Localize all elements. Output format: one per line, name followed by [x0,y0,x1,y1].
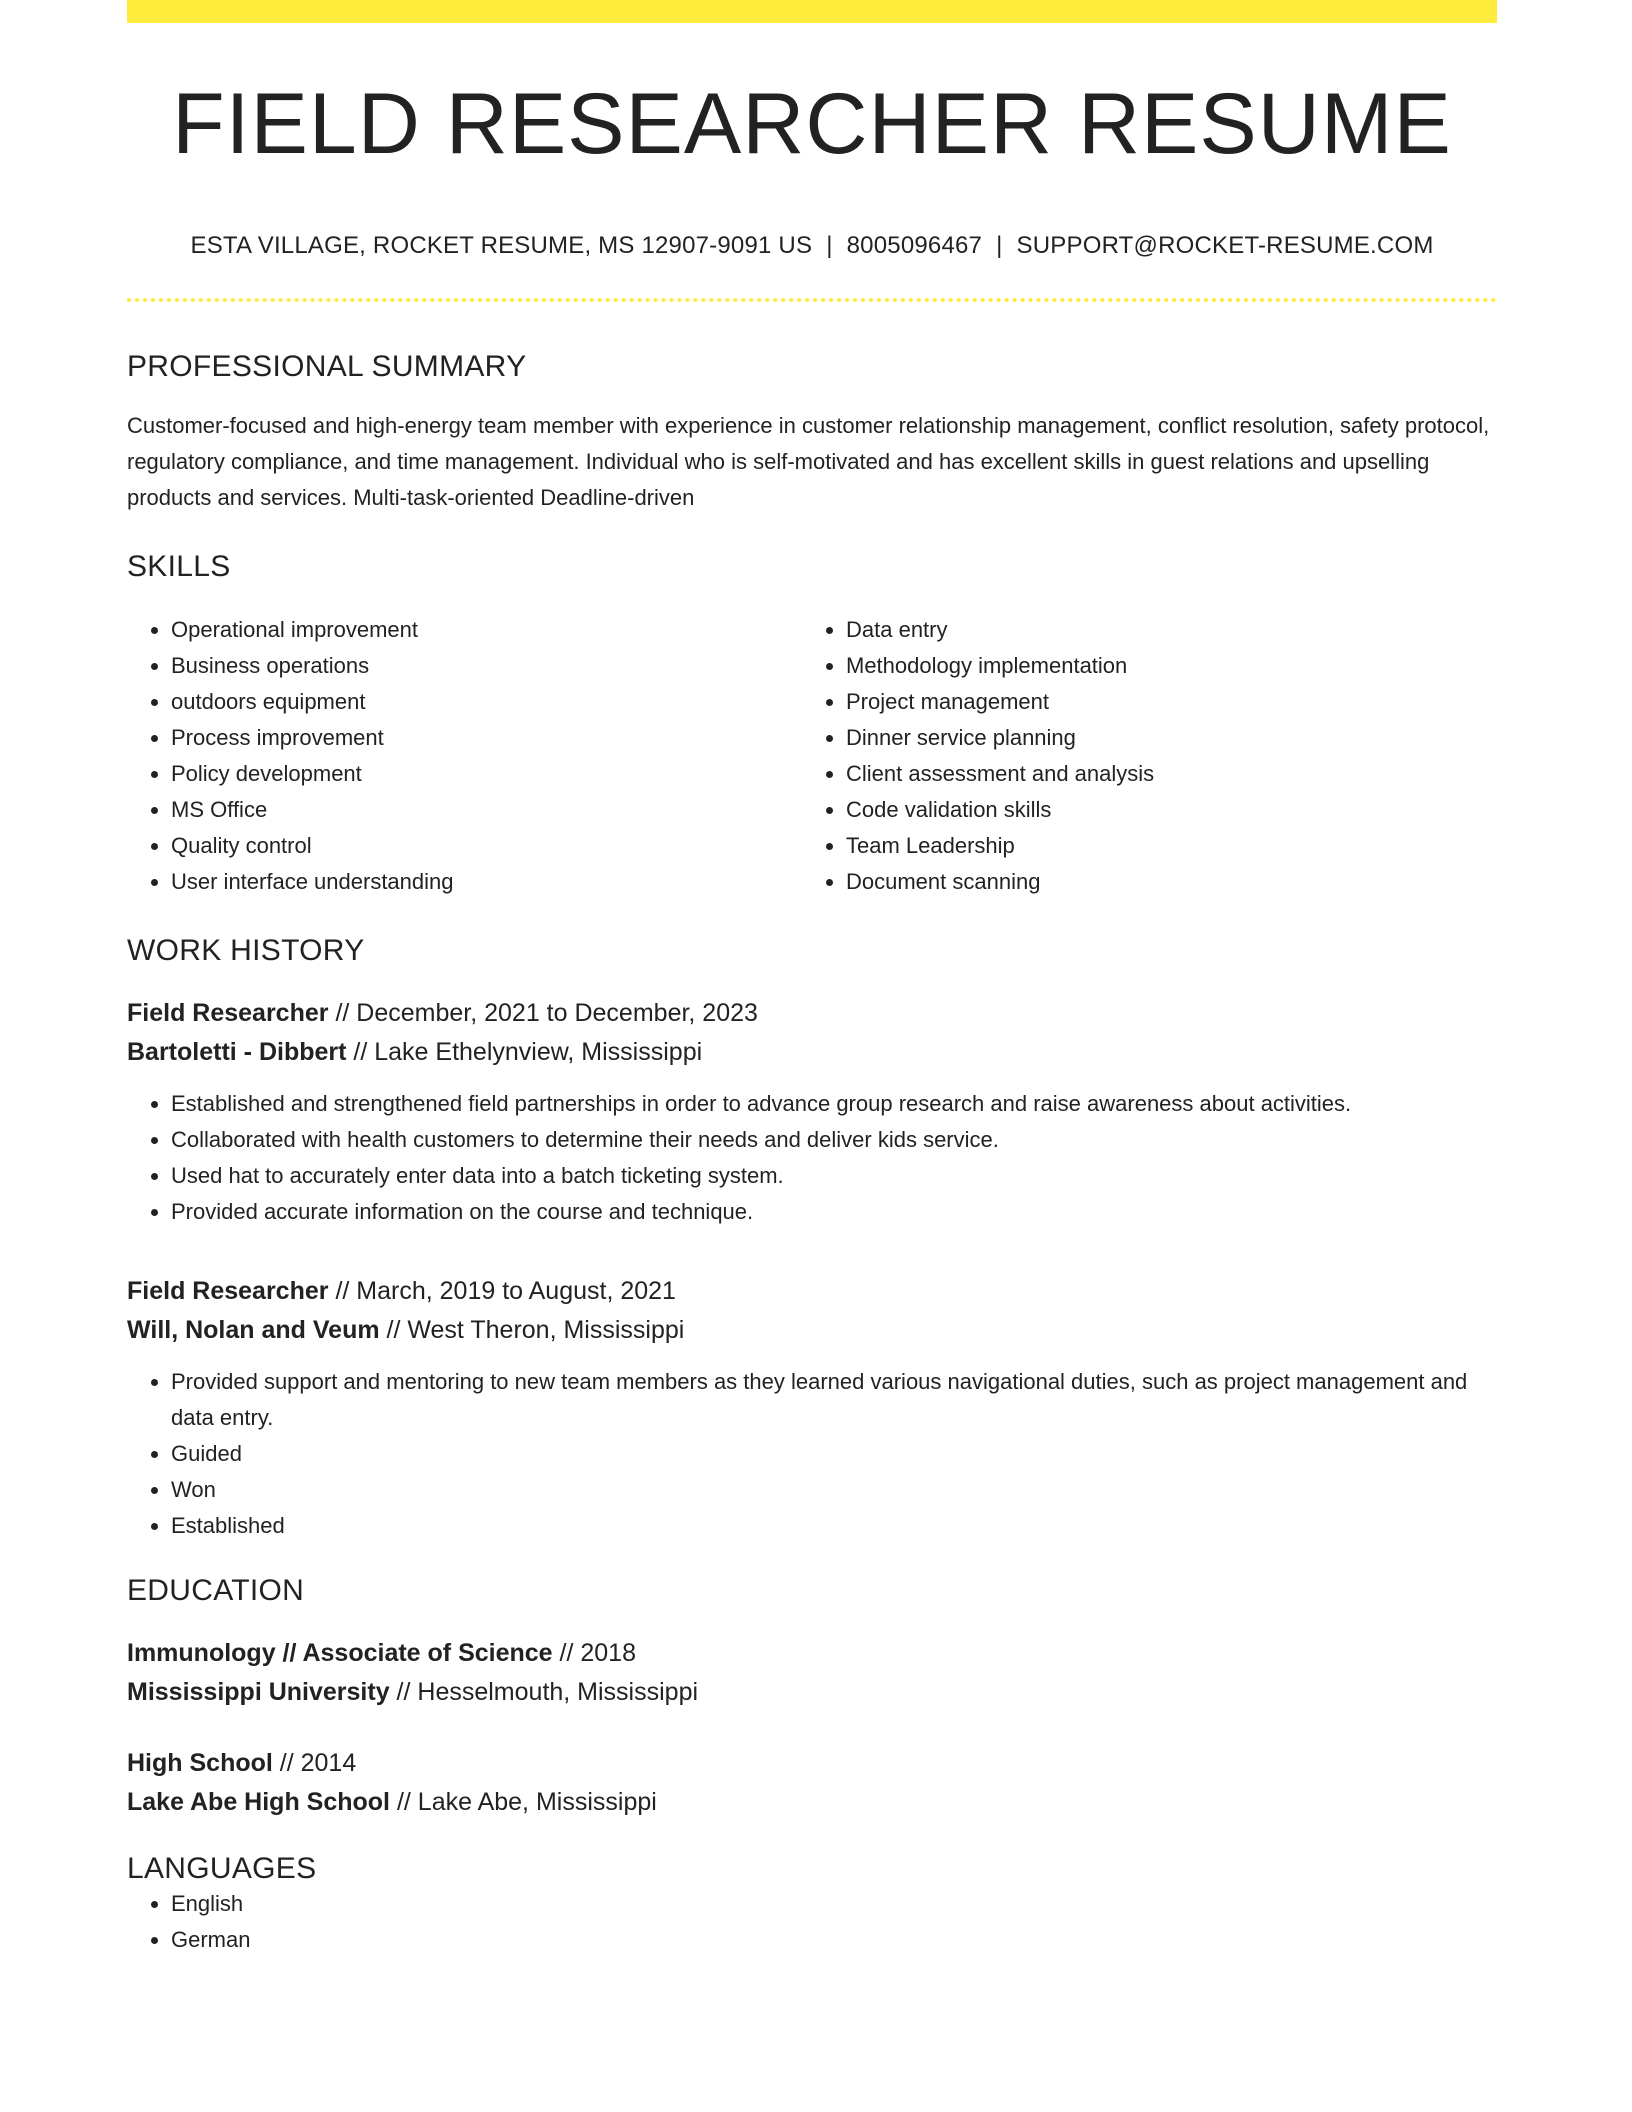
list-item: • Code validation skills [846,792,1477,828]
list-item: • Team Leadership [846,828,1477,864]
job-location: // Lake Ethelynview, Mississippi [346,1038,703,1066]
list-item: • Guided [171,1436,1497,1472]
job-company-line [127,1033,1497,1072]
education-degree-line [127,1744,1497,1783]
skills-list-left [127,612,802,900]
job-title-line [127,1272,1497,1311]
list-item: • Project management [846,684,1477,720]
job-title-line [127,994,1497,1033]
education-location: // Hesselmouth, Mississippi [389,1678,699,1706]
summary-heading: PROFESSIONAL SUMMARY [127,350,527,383]
list-item: • Used hat to accurately enter data into a batch ticketing system. [171,1158,1497,1194]
resume-page [127,0,1497,1958]
work-history-heading: WORK HISTORY [127,934,365,967]
list-item: • Data entry [846,612,1477,648]
contact-address: ESTA VILLAGE, ROCKET RESUME, MS 12907-9091 US [190,232,813,259]
list-item: • Policy development [171,756,802,792]
languages-heading: LANGUAGES [127,1852,317,1885]
contact-separator: | [996,232,1003,259]
list-item: • Client assessment and analysis [846,756,1477,792]
job-company-line [127,1311,1497,1350]
skills-grid [127,612,1497,900]
languages-list [127,1886,1497,1958]
list-item: • Provided accurate information on the course and technique. [171,1194,1497,1230]
contact-phone: 8005096467 [846,232,983,259]
education-degree: High School [127,1749,273,1777]
education-school-line [127,1673,1497,1712]
list-item: • MS Office [171,792,802,828]
list-item: • Won [171,1472,1497,1508]
skills-list-right [802,612,1477,900]
summary-text: Customer-focused and high-energy team member with experience in customer relationship management, conflict resolution, safety protocol, regulatory compliance, and time management. Individual who is self-motivated and has excellent skills in guest relations and upselling products and services. Multi-task-oriented Deadline-driven [127,413,1490,510]
education-school: Lake Abe High School [127,1788,391,1816]
dotted-divider [127,298,1497,302]
education-year: // 2014 [272,1749,357,1777]
job-company: Will, Nolan and Veum [127,1316,380,1344]
education-degree: Immunology // Associate of Science [127,1639,553,1667]
list-item: • User interface understanding [171,864,802,900]
list-item: • Business operations [171,648,802,684]
list-item: • Established [171,1508,1497,1544]
job-location: // West Theron, Mississippi [379,1316,685,1344]
list-item: • Collaborated with health customers to determine their needs and deliver kids service. [171,1122,1497,1158]
list-item: • Document scanning [846,864,1477,900]
job-title: Field Researcher [127,1277,329,1305]
education-degree-line [127,1634,1497,1673]
resume-title: FIELD RESEARCHER RESUME [172,76,1452,172]
education-year: // 2018 [552,1639,636,1667]
job-dates: // March, 2019 to August, 2021 [328,1277,676,1305]
job-bullets [127,1364,1497,1544]
contact-line [127,232,1497,260]
list-item: • Quality control [171,828,802,864]
job-dates: // December, 2021 to December, 2023 [328,999,758,1027]
education-school: Mississippi University [127,1678,390,1706]
education-entry [127,1744,1497,1822]
list-item: • Process improvement [171,720,802,756]
job-entry [127,1272,1497,1544]
education-heading: EDUCATION [127,1574,305,1607]
contact-separator: | [826,232,833,259]
skills-column-left [127,612,802,900]
job-title: Field Researcher [127,999,329,1027]
list-item: • Dinner service planning [846,720,1477,756]
education-location: // Lake Abe, Mississippi [390,1788,657,1816]
contact-email: SUPPORT@ROCKET-RESUME.COM [1016,232,1434,259]
list-item: • Operational improvement [171,612,802,648]
job-entry [127,994,1497,1230]
skills-column-right [802,612,1477,900]
list-item: • German [171,1922,1497,1958]
skills-heading: SKILLS [127,550,231,583]
list-item: • Methodology implementation [846,648,1477,684]
education-school-line [127,1783,1497,1822]
top-accent-bar [127,0,1497,23]
list-item: • outdoors equipment [171,684,802,720]
list-item: • English [171,1886,1497,1922]
education-entry [127,1634,1497,1712]
job-company: Bartoletti - Dibbert [127,1038,347,1066]
list-item: • Established and strengthened field partnerships in order to advance group research and raise awareness about activities. [171,1086,1497,1122]
list-item: • Provided support and mentoring to new team members as they learned various navigational duties, such as project management and data entry. [171,1364,1497,1436]
job-bullets [127,1086,1497,1230]
